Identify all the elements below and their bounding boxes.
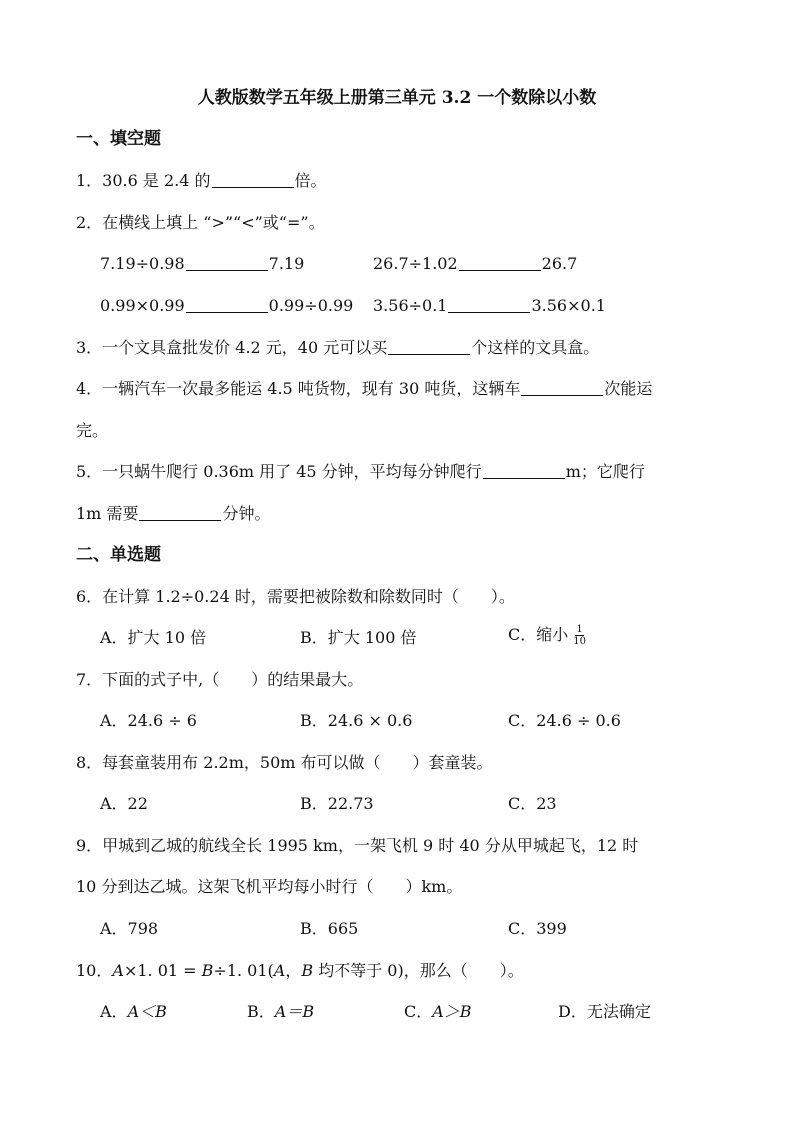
question-2-row2-col1 <box>100 295 353 317</box>
answer-blank[interactable] <box>186 296 268 313</box>
option-value: A＜B <box>127 1002 167 1021</box>
section-single-choice: 二、单选题 <box>76 545 161 565</box>
question-number: 10． <box>76 961 113 980</box>
question-4-text: 4．一辆汽车一次最多能运 4.5 吨货物，现有 30 吨货，这辆车 <box>76 379 521 398</box>
option-label: A． <box>100 1002 128 1021</box>
answer-blank[interactable] <box>459 254 541 271</box>
option-label: B． <box>247 1002 275 1021</box>
question-4 <box>76 378 652 400</box>
stem-text: ÷1. 01( <box>213 961 274 980</box>
variable-a: A <box>273 961 286 980</box>
page-title: 人教版数学五年级上册第三单元 3.2 一个数除以小数 <box>197 88 597 108</box>
variable-b: B <box>201 961 214 980</box>
question-9-stem-line2: 10 分到达乙城。这架飞机平均每小时行（ ）km。 <box>76 877 463 896</box>
question-10-option-b[interactable] <box>247 1001 314 1023</box>
answer-blank[interactable] <box>139 504 221 521</box>
question-3 <box>76 337 599 359</box>
question-5-text-2: 1m 需要 <box>76 504 139 523</box>
answer-blank[interactable] <box>521 379 603 396</box>
question-9-option-c[interactable]: C．399 <box>508 919 567 938</box>
question-6-option-c[interactable] <box>508 624 587 647</box>
question-1 <box>76 170 327 192</box>
question-2-row1-col1 <box>100 253 304 275</box>
option-value: A＝B <box>274 1002 315 1021</box>
fraction <box>572 624 587 647</box>
question-2-row2-col2 <box>373 295 606 317</box>
expression: 3.56÷0.1 <box>373 296 448 315</box>
fraction-denominator: 10 <box>573 636 586 647</box>
question-8-option-a[interactable]: A．22 <box>100 794 148 813</box>
question-6-option-a[interactable]: A．扩大 10 倍 <box>100 628 207 647</box>
option-label: C． <box>404 1002 433 1021</box>
stem-text: ×1. 01 = <box>123 961 202 980</box>
expression: 26.7 <box>541 254 578 273</box>
question-9-stem-line1: 9．甲城到乙城的航线全长 1995 km，一架飞机 9 时 40 分从甲城起飞，12 时 <box>76 836 639 855</box>
question-5-text-end: 分钟。 <box>222 504 271 523</box>
section-fill-in: 一、填空题 <box>76 129 161 149</box>
question-2-stem: 2．在横线上填上 “>”“<”或“=”。 <box>76 213 325 232</box>
question-4-cont: 完。 <box>76 421 109 440</box>
expression: 3.56×0.1 <box>531 296 606 315</box>
answer-blank[interactable] <box>388 338 470 355</box>
question-1-text-end: 倍。 <box>294 171 327 190</box>
question-5 <box>76 461 645 483</box>
question-5-text-mid: m；它爬行 <box>565 462 645 481</box>
question-9-option-b[interactable]: B．665 <box>300 919 359 938</box>
question-3-text: 3．一个文具盒批发价 4.2 元，40 元可以买 <box>76 338 388 357</box>
expression: 7.19 <box>268 254 305 273</box>
stem-text: ， <box>285 961 302 980</box>
question-3-text-end: 个这样的文具盒。 <box>471 338 600 357</box>
question-8-option-c[interactable]: C．23 <box>508 794 557 813</box>
question-2-row1-col2 <box>373 253 577 275</box>
stem-text: 均不等于 0)，那么（ ）。 <box>313 961 524 980</box>
question-10-option-d[interactable]: D．无法确定 <box>558 1002 651 1021</box>
question-7-option-b[interactable]: B．24.6 × 0.6 <box>300 711 413 730</box>
question-5-text: 5．一只蜗牛爬行 0.36m 用了 45 分钟，平均每分钟爬行 <box>76 462 482 481</box>
question-7-option-a[interactable]: A．24.6 ÷ 6 <box>100 711 197 730</box>
answer-blank[interactable] <box>186 254 268 271</box>
question-5-cont <box>76 503 270 525</box>
variable-a: A <box>112 961 124 980</box>
answer-blank[interactable] <box>212 171 294 188</box>
question-10-option-c[interactable] <box>404 1001 472 1023</box>
expression: 0.99×0.99 <box>100 296 185 315</box>
answer-blank[interactable] <box>483 462 565 479</box>
answer-blank[interactable] <box>448 296 530 313</box>
option-value: A＞B <box>432 1002 472 1021</box>
expression: 7.19÷0.98 <box>100 254 185 273</box>
question-6-stem: 6．在计算 1.2÷0.24 时，需要把被除数和除数同时（ ）。 <box>76 587 515 606</box>
question-10-stem <box>76 960 524 982</box>
question-8-option-b[interactable]: B．22.73 <box>300 794 374 813</box>
question-8-stem: 8．每套童装用布 2.2m，50m 布可以做（ ）套童装。 <box>76 753 493 772</box>
option-c-label: C．缩小 <box>508 625 569 644</box>
expression: 0.99÷0.99 <box>268 296 354 315</box>
variable-b: B <box>301 961 314 980</box>
question-10-option-a[interactable] <box>100 1001 167 1023</box>
fraction-numerator: 1 <box>576 624 583 635</box>
question-4-text-mid: 次能运 <box>604 379 653 398</box>
question-9-option-a[interactable]: A．798 <box>100 919 159 938</box>
expression: 26.7÷1.02 <box>373 254 458 273</box>
question-1-text: 1．30.6 是 2.4 的 <box>76 171 211 190</box>
question-7-option-c[interactable]: C．24.6 ÷ 0.6 <box>508 711 621 730</box>
question-6-option-b[interactable]: B．扩大 100 倍 <box>300 628 417 647</box>
question-7-stem: 7．下面的式子中,（ ）的结果最大。 <box>76 670 364 689</box>
